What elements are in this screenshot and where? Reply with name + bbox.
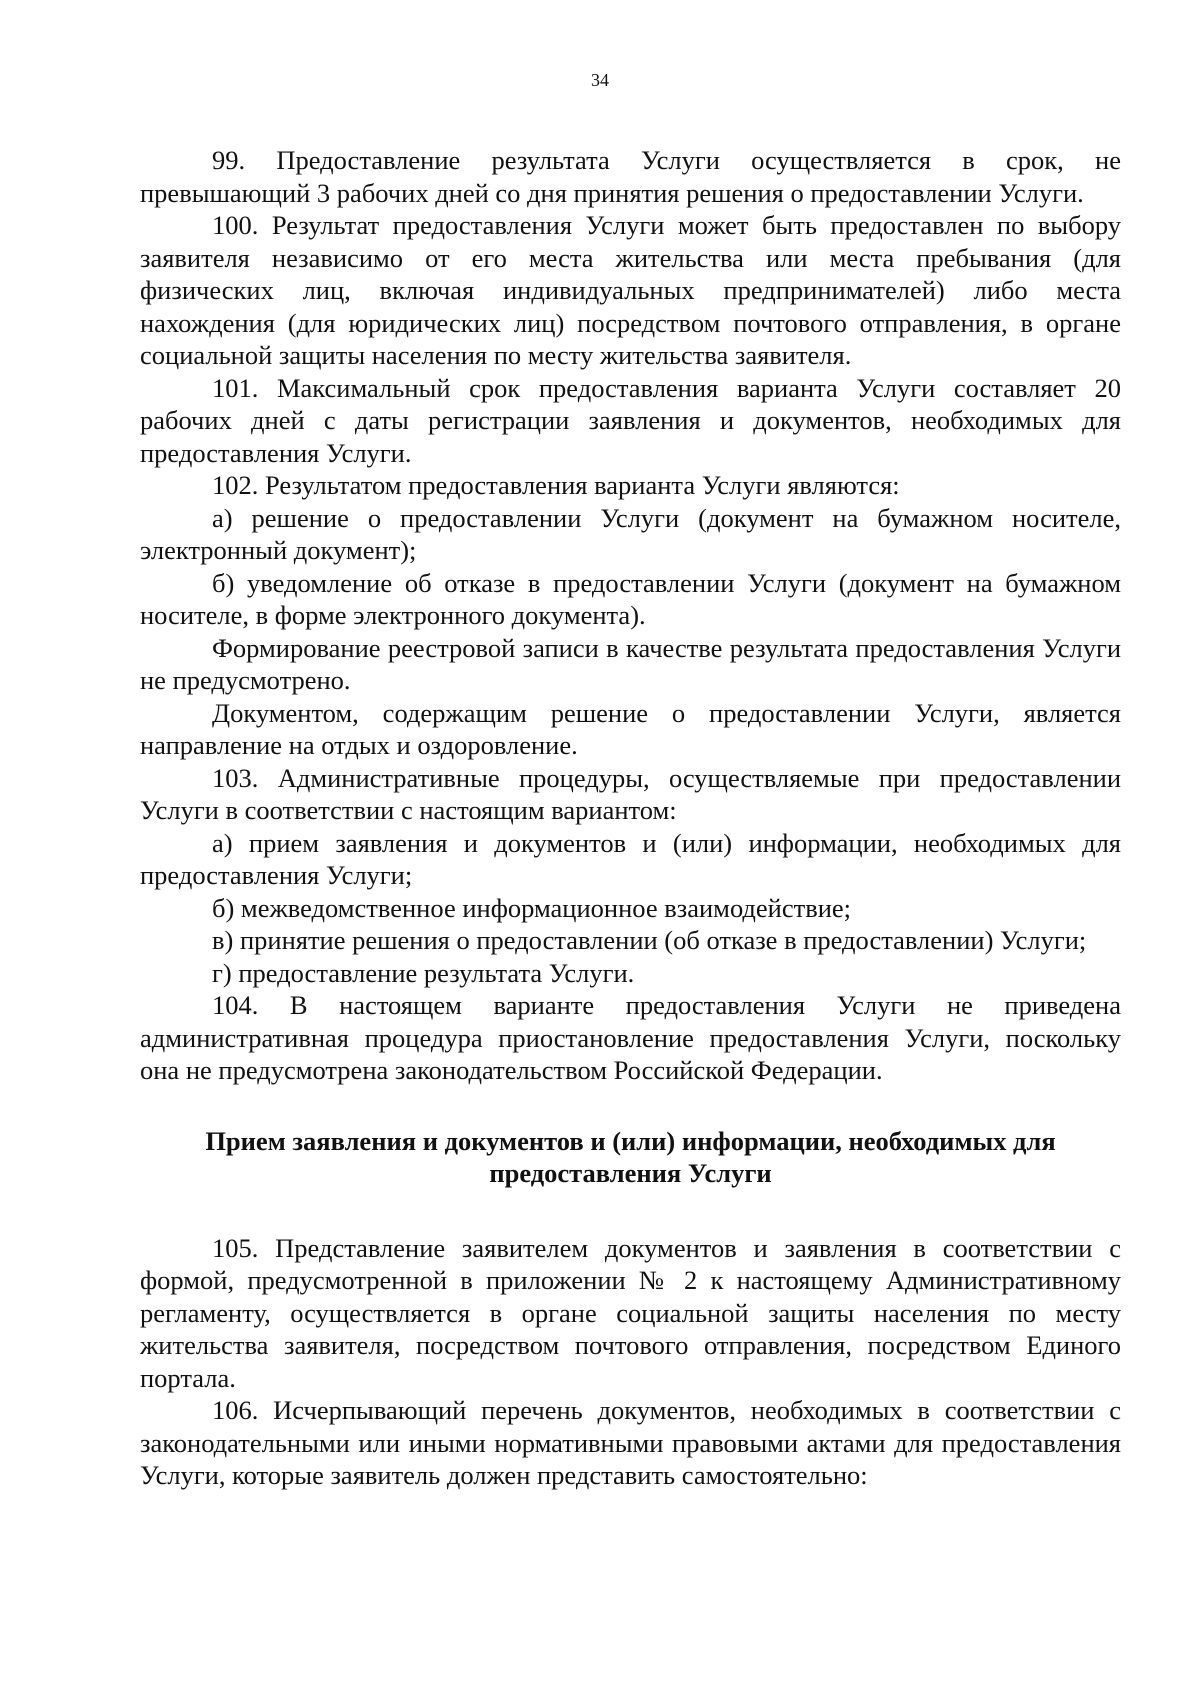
page-number: 34 — [591, 70, 609, 90]
section-heading-line-1: Прием заявления и документов и (или) информации, необходимых для — [205, 1125, 1056, 1156]
section-heading — [140, 1125, 1121, 1190]
section-heading-line-2: предоставления Услуги — [489, 1158, 772, 1188]
list-item-103-b: б) межведомственное информационное взаимодействие; — [212, 892, 852, 923]
paragraph-decision-document: Документом, содержащим решение о предоставлении Услуги, является направление на отдых и оздоровление. — [140, 697, 1121, 760]
list-item-102-a: а) решение о предоставлении Услуги (документ на бумажном носителе, электронный документ); — [140, 502, 1121, 565]
paragraph-registry-record: Формирование реестровой записи в качестве результата предоставления Услуги не предусмотрено. — [140, 632, 1121, 695]
document-body — [140, 144, 1121, 1492]
paragraph-103: 103. Административные процедуры, осуществляемые при предоставлении Услуги в соответствии с настоящим вариантом: — [140, 762, 1121, 825]
paragraph-104: 104. В настоящем варианте предоставления Услуги не приведена административная процедура приостановление предоставления Услуги, поскольку она не предусмотрена законодательством Российской Федерации. — [140, 990, 1121, 1085]
list-item-103-a: а) прием заявления и документов и (или) информации, необходимых для предоставления Услуги; — [140, 827, 1121, 890]
list-item-103-c: в) принятие решения о предоставлении (об отказе в предоставлении) Услуги; — [212, 925, 1087, 955]
paragraph-100: 100. Результат предоставления Услуги может быть предоставлен по выбору заявителя независимо от его места жительства или места пребывания (для физических лиц, включая индивидуальных предпринимателей) либо места нахождения (для юридических лиц) посредством почтового отправления, в органе социальной защиты населения по месту жительства заявителя. — [140, 210, 1121, 370]
paragraph-106: 106. Исчерпывающий перечень документов, необходимых в соответствии с законодательными или иными нормативными правовыми актами для предоставления Услуги, которые заявитель должен представить самостоятельно: — [140, 1395, 1121, 1490]
paragraph-105: 105. Представление заявителем документов и заявления в соответствии с формой, предусмотренной в приложении № 2 к настоящему Административному регламенту, осуществляется в органе социальной защиты населения по месту жительства заявителя, посредством почтового отправления, посредством Единого портала. — [140, 1232, 1121, 1393]
paragraph-102: 102. Результатом предоставления варианта Услуги являются: — [212, 470, 900, 500]
paragraph-99: 99. Предоставление результата Услуги осуществляется в срок, не превышающий 3 рабочих дней со дня принятия решения о предоставлении Услуги. — [140, 145, 1121, 208]
list-item-103-d: г) предоставление результата Услуги. — [212, 957, 635, 988]
paragraph-101: 101. Максимальный срок предоставления варианта Услуги составляет 20 рабочих дней с даты регистрации заявления и документов, необходимых для предоставления Услуги. — [140, 372, 1121, 468]
list-item-102-b: б) уведомление об отказе в предоставлении Услуги (документ на бумажном носителе, в форме электронного документа). — [140, 567, 1121, 630]
